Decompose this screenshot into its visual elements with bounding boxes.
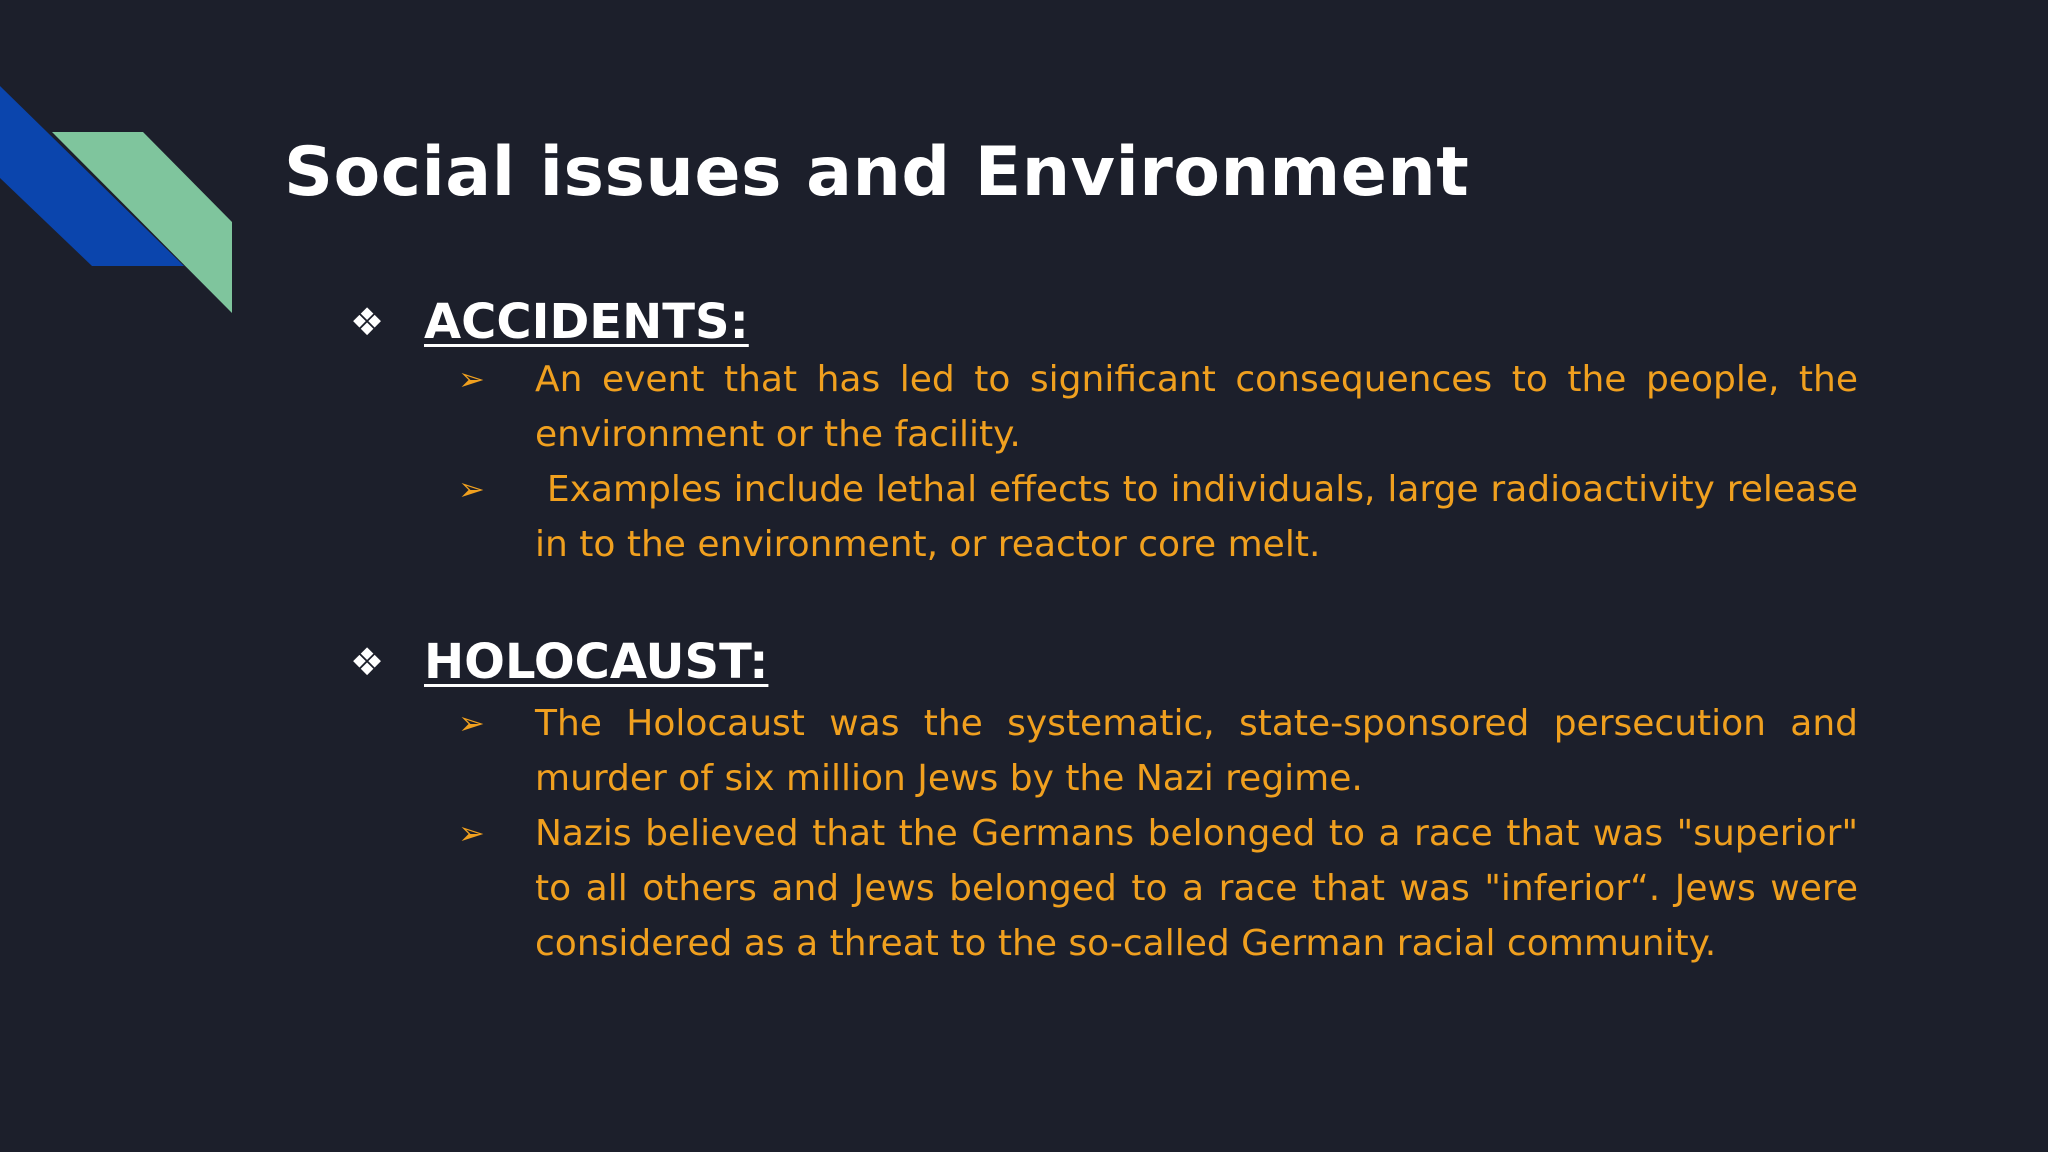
section-header (350, 292, 1858, 352)
bullet-text: The Holocaust was the systematic, state-sponsored persecution and murder of six million Jews by the Nazi regime. (535, 703, 1858, 799)
diamond-bullet-icon: ❖ (350, 640, 385, 684)
section-header (350, 632, 1858, 692)
diamond-bullet-icon: ❖ (350, 300, 385, 344)
section-heading: ACCIDENTS: (424, 294, 749, 350)
arrow-bullet-icon: ➢ (458, 814, 485, 852)
arrow-bullet-icon: ➢ (458, 470, 485, 508)
arrow-bullet-icon: ➢ (458, 704, 485, 742)
bullet-item (350, 462, 1870, 572)
bullet-item (350, 696, 1858, 806)
section-accidents (350, 292, 1870, 572)
bullet-list (350, 696, 1858, 971)
corner-decoration (0, 0, 240, 320)
bullet-text: Examples include lethal effects to individuals, large radioactivity release in to the environment, or reactor core melt. (535, 469, 1870, 565)
bullet-item (350, 806, 1858, 971)
slide-title: Social issues and Environment (284, 133, 1470, 212)
section-holocaust (350, 632, 1858, 971)
section-heading: HOLOCAUST: (424, 634, 769, 690)
bullet-text: An event that has led to significant consequences to the people, the environment or the facility. (535, 359, 1858, 455)
bullet-text: Nazis believed that the Germans belonged to a race that was "superior" to all others and Jews belonged to a race that was "inferior“. Jews were considered as a threat to the so-called German racial community. (535, 813, 1858, 964)
bullet-list (350, 352, 1870, 572)
arrow-bullet-icon: ➢ (458, 360, 485, 398)
bullet-item (350, 352, 1858, 462)
